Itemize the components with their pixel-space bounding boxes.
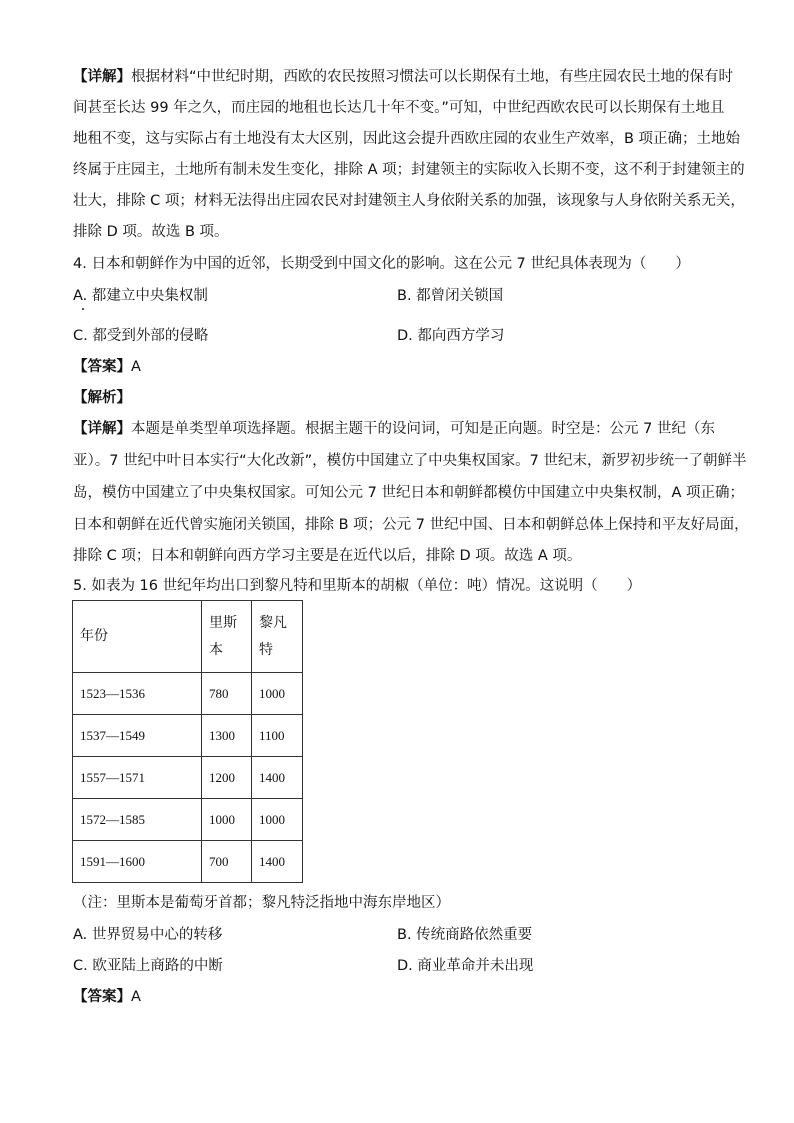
q5-option-d: D. 商业革命并未出现 (397, 958, 534, 974)
table-row (73, 799, 303, 841)
table-cell-lisbon: 1200 (202, 757, 252, 799)
table-cell-lisbon: 1000 (202, 799, 252, 841)
table-row (73, 673, 303, 715)
q4-detail-line-5: 排除 C 项；日本和朝鲜向西方学习主要是在近代以后，排除 D 项。故选 A 项。 (73, 548, 582, 564)
q5-option-b: B. 传统商路依然重要 (397, 927, 533, 943)
table-cell-period: 1572—1585 (73, 799, 202, 841)
table-cell-lisbon: 780 (202, 673, 252, 715)
table-cell-levant: 1400 (252, 757, 303, 799)
q4-detail-tag: 【详解】 (73, 421, 131, 437)
table-cell-lisbon: 700 (202, 841, 252, 883)
table-header-levant: 黎凡特 (252, 601, 303, 673)
pepper-export-table (72, 600, 303, 883)
q3-detail-tag: 【详解】 (73, 69, 131, 85)
table-cell-period: 1557—1571 (73, 757, 202, 799)
q4-option-c: C. 都受到外部的侵略 (73, 328, 209, 344)
q3-detail-line-3: 地租不变，这与实际占有土地没有太大区别，因此这会提升西欧庄园的农业生产效率，B 项正确；土地始 (73, 131, 741, 147)
q4-answer (73, 357, 141, 377)
q5-option-a: A. 世界贸易中心的转移 (73, 927, 223, 943)
q4-answer-value: A (131, 359, 141, 375)
table-cell-levant: 1400 (252, 841, 303, 883)
q5-answer-value: A (131, 989, 141, 1005)
q4-detail-line-1: 【详解】本题是单类型单项选择题。根据主题干的设问词，可知是正向题。时空是：公元 7 世纪（东 (73, 421, 715, 437)
q4-option-b: B. 都曾闭关锁国 (397, 288, 504, 304)
q5-note: （注：里斯本是葡萄牙首都；黎凡特泛指地中海东岸地区） (73, 895, 450, 911)
table-cell-lisbon: 1300 (202, 715, 252, 757)
table-cell-levant: 1100 (252, 715, 303, 757)
q3-detail-line-1: 【详解】根据材料“中世纪时期，西欧的农民按照习惯法可以长期保有土地，有些庄园农民土地的保有时 (73, 69, 734, 85)
q3-detail-line-2: 间甚至长达 99 年之久，而庄园的地租也长达几十年不变。”可知，中世纪西欧农民可以长期保有土地且 (73, 100, 725, 116)
table-cell-period: 1591—1600 (73, 841, 202, 883)
table-cell-levant: 1000 (252, 673, 303, 715)
q5-stem: 5. 如表为 16 世纪年均出口到黎凡特和里斯本的胡椒（单位：吨）情况。这说明（ ） (73, 578, 642, 594)
q4-detail-line-2: 亚）。7 世纪中叶日本实行“大化改新”，模仿中国建立了中央集权国家。7 世纪末，新罗初步统一了朝鲜半 (73, 453, 747, 469)
q4-answer-tag: 【答案】 (73, 359, 131, 375)
stray-mark (82, 308, 84, 310)
table-row (73, 715, 303, 757)
q3-detail-line-4: 终属于庄园主，土地所有制未发生变化，排除 A 项；封建领主的实际收入长期不变，这不利于封建领主的 (73, 162, 745, 178)
table-header-row (73, 601, 303, 673)
q5-answer-tag: 【答案】 (73, 989, 131, 1005)
table-cell-levant: 1000 (252, 799, 303, 841)
q3-detail-line-5: 壮大，排除 C 项；材料无法得出庄园农民对封建领主人身依附关系的加强，该现象与人身依附关系无关， (73, 193, 745, 209)
table-row (73, 757, 303, 799)
q4-analysis-tag: 【解析】 (73, 390, 131, 406)
table-row (73, 841, 303, 883)
table-cell-period: 1523—1536 (73, 673, 202, 715)
q4-stem: 4. 日本和朝鲜作为中国的近邻，长期受到中国文化的影响。这在公元 7 世纪具体表现为（ ） (73, 256, 690, 272)
q4-detail-line-3: 岛，模仿中国建立了中央集权国家。可知公元 7 世纪日本和朝鲜都模仿中国建立中央集权制，A 项正确； (73, 485, 744, 501)
table-header-year: 年份 (73, 601, 202, 673)
q5-option-c: C. 欧亚陆上商路的中断 (73, 958, 223, 974)
q5-answer (73, 987, 141, 1007)
q4-option-a: A. 都建立中央集权制 (73, 288, 208, 304)
q4-option-d: D. 都向西方学习 (397, 328, 505, 344)
q4-detail-line-4: 日本和朝鲜在近代曾实施闭关锁国，排除 B 项；公元 7 世纪中国、日本和朝鲜总体上保持和平友好局面， (73, 517, 749, 533)
table-header-lisbon: 里斯本 (202, 601, 252, 673)
q3-detail-line-6: 排除 D 项。故选 B 项。 (73, 224, 229, 240)
table-cell-period: 1537—1549 (73, 715, 202, 757)
